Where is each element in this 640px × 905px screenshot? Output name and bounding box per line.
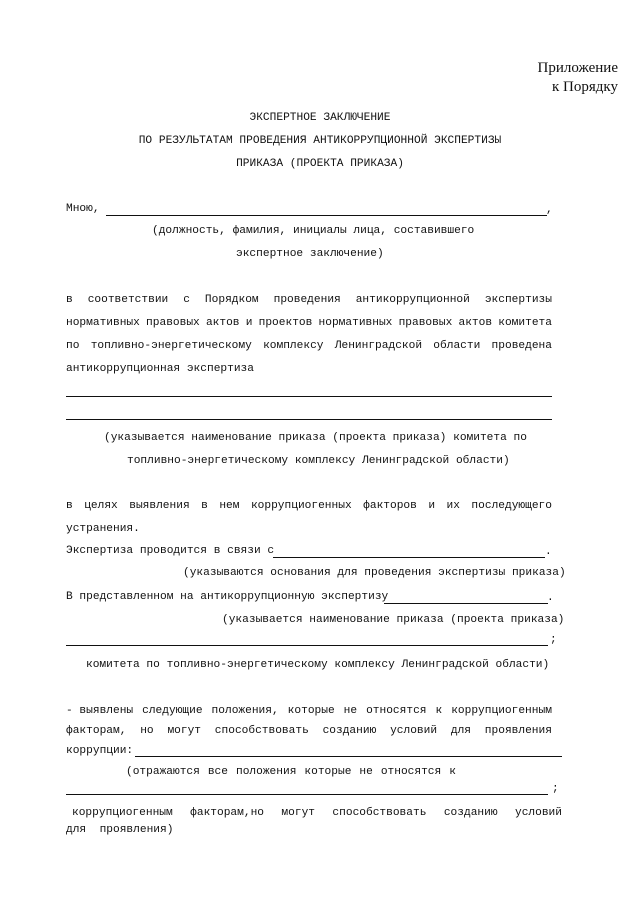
word: коррупциогенным xyxy=(72,807,173,819)
word: положения, xyxy=(211,705,279,717)
word: способствовать xyxy=(332,807,427,819)
word: проявления xyxy=(484,725,552,737)
findings-field-end: ; xyxy=(552,783,559,795)
document-title: ЭКСПЕРТНОЕ ЗАКЛЮЧЕНИЕ xyxy=(249,112,391,124)
basis-field-end: . xyxy=(545,546,552,558)
order-name-hint-1: (указывается наименование приказа (проекта приказа) комитета по xyxy=(104,432,527,444)
word: Порядком xyxy=(204,294,259,306)
word: правовых xyxy=(398,317,453,329)
findings-field-line-2 xyxy=(66,794,548,795)
word: способствовать xyxy=(214,725,309,737)
submitted-field-end: . xyxy=(547,592,554,604)
word: но xyxy=(140,725,154,737)
word: по xyxy=(66,340,80,352)
basis-field-line xyxy=(273,557,545,558)
word: последующего xyxy=(471,500,552,512)
author-label: Мною, xyxy=(66,203,100,215)
word: правовых xyxy=(146,317,200,329)
word: выявления xyxy=(129,500,190,512)
word: и xyxy=(245,317,253,329)
para1-line-1 xyxy=(66,294,552,306)
submitted-field-line xyxy=(384,603,548,604)
word: в xyxy=(66,294,73,306)
word: их xyxy=(446,500,460,512)
word: соответствии xyxy=(87,294,169,306)
appendix-line-1: Приложение xyxy=(537,60,618,76)
word: проведения xyxy=(273,294,341,306)
para1-line-4: антикоррупционная экспертиза xyxy=(66,363,254,375)
submitted-name-end: ; xyxy=(550,634,557,646)
document-subtitle-2: ПРИКАЗА (ПРОЕКТА ПРИКАЗА) xyxy=(236,158,404,170)
submitted-committee: комитета по топливно-энергетическому комплексу Ленинградской области) xyxy=(86,659,550,671)
word: к xyxy=(435,705,443,717)
para1-line-2 xyxy=(66,317,552,329)
findings-hint-2 xyxy=(72,807,562,819)
word: следующие xyxy=(142,705,203,717)
word: условий xyxy=(390,725,438,737)
word: которые xyxy=(304,766,352,778)
findings-hint-3: для проявления) xyxy=(66,824,174,836)
findings-line-1 xyxy=(66,705,552,717)
word: в xyxy=(66,500,73,512)
word: нем xyxy=(219,500,240,512)
word: факторам, xyxy=(66,725,127,737)
word: нормативных xyxy=(66,317,140,329)
word: области xyxy=(433,340,481,352)
word: для xyxy=(450,725,472,737)
findings-hint-1 xyxy=(126,766,456,778)
word: в xyxy=(201,500,208,512)
word: актов xyxy=(205,317,240,329)
para1-line-3 xyxy=(66,340,552,352)
word: с xyxy=(183,294,190,306)
word: к xyxy=(449,766,456,778)
author-hint-1: (должность, фамилия, инициалы лица, составившего xyxy=(152,225,475,237)
word: (отражаются xyxy=(126,766,200,778)
word: проектов xyxy=(258,317,313,329)
basis-hint: (указываются основания для проведения экспертизы приказа) xyxy=(183,567,566,579)
word: положения xyxy=(235,766,297,778)
order-name-hint-2: топливно-энергетическому комплексу Ленинградской области) xyxy=(127,455,510,467)
submitted-label: В представленном на антикоррупционную экспертизу xyxy=(66,591,389,603)
word: не xyxy=(359,766,373,778)
order-name-line-1 xyxy=(66,396,552,397)
word: относятся xyxy=(366,705,427,717)
para2-line-2: устранения. xyxy=(66,523,140,535)
appendix-line-2: к Порядку xyxy=(552,79,618,95)
word: - выявлены xyxy=(66,705,134,717)
word: коррупциогенным xyxy=(451,705,552,717)
para2-line-1 xyxy=(66,500,552,512)
word: не xyxy=(343,705,358,717)
basis-label: Экспертиза проводится в связи с xyxy=(66,545,275,557)
author-field-line xyxy=(106,215,547,216)
word: и xyxy=(428,500,436,512)
document-subtitle: ПО РЕЗУЛЬТАТАМ ПРОВЕДЕНИЯ АНТИКОРРУПЦИОННОЙ ЭКСПЕРТИЗЫ xyxy=(138,135,502,147)
word: все xyxy=(207,766,228,778)
word: комплексу xyxy=(263,340,324,352)
word: которые xyxy=(287,705,335,717)
word: могут xyxy=(167,725,202,737)
word: актов xyxy=(458,317,493,329)
word: условий xyxy=(514,807,562,819)
word: Ленинградской xyxy=(334,340,423,352)
word: могут xyxy=(281,807,315,819)
word: относятся xyxy=(380,766,442,778)
findings-field-line-1 xyxy=(135,756,562,757)
author-field-end: , xyxy=(546,204,553,216)
word: созданию xyxy=(322,725,377,737)
submitted-name-line xyxy=(66,645,548,646)
word: проведена xyxy=(491,340,552,352)
order-name-line-2 xyxy=(66,419,552,420)
findings-line-3: коррупции: xyxy=(66,745,134,757)
author-hint-2: экспертное заключение) xyxy=(236,248,384,260)
word: антикоррупционной xyxy=(355,294,470,306)
word: целях xyxy=(84,500,118,512)
word: созданию xyxy=(443,807,498,819)
word: нормативных xyxy=(318,317,393,329)
word: факторам,но xyxy=(190,807,264,819)
word: комитета xyxy=(498,317,552,329)
word: факторов xyxy=(363,500,417,512)
submitted-hint: (указывается наименование приказа (проекта приказа) xyxy=(222,614,565,626)
findings-line-2 xyxy=(66,725,552,737)
word: коррупциогенных xyxy=(250,500,352,512)
word: топливно-энергетическому xyxy=(90,340,252,352)
word: экспертизы xyxy=(484,294,552,306)
